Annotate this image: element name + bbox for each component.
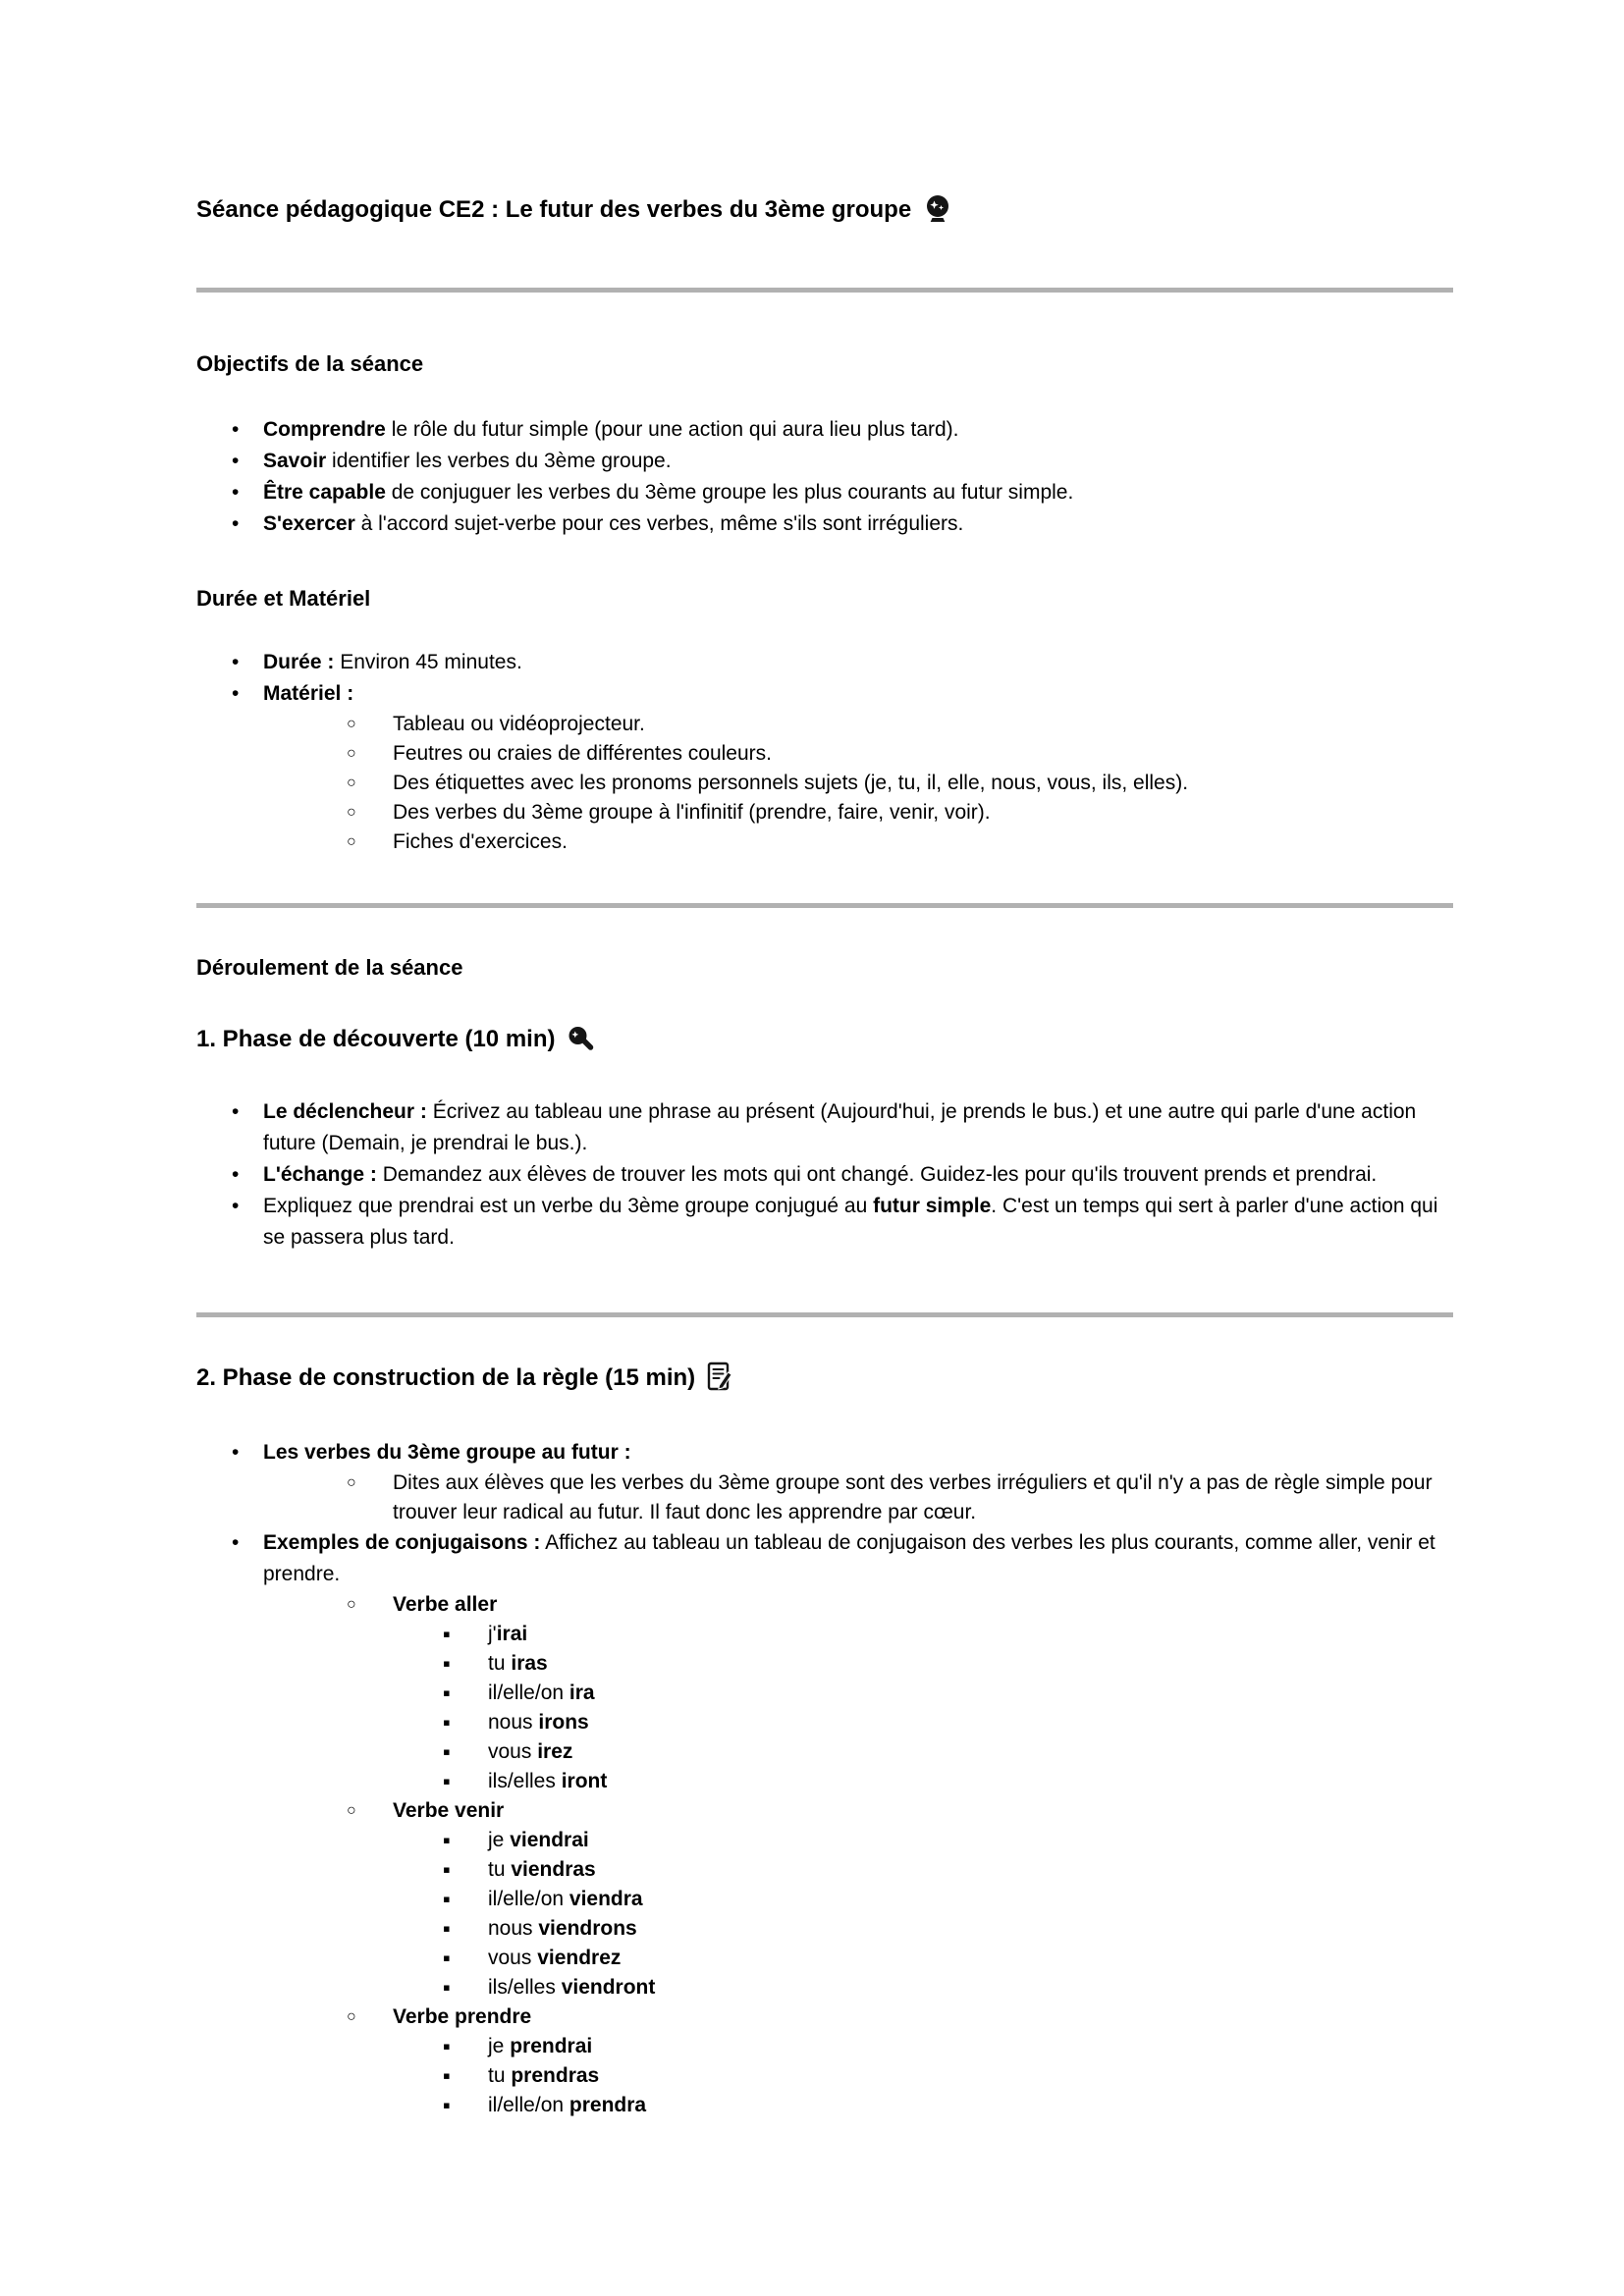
verb-form: viendrez [537, 1947, 622, 1969]
bullet-square-marker: ▪ [443, 1828, 451, 1852]
item-text: Tableau ou vidéoprojecteur. [393, 713, 645, 735]
pronoun-text: tu [488, 2064, 512, 2087]
heading-phase2-text: 2. Phase de construction de la règle (15 min) [196, 1364, 696, 1391]
verb-form: irons [538, 1711, 589, 1734]
heading-phase1 [196, 1025, 1453, 1059]
verb-heading [196, 1590, 1453, 1620]
item-bold: Le déclencheur : [263, 1100, 427, 1123]
conjugation-item [196, 1944, 1453, 1973]
conjugation-item [196, 1973, 1453, 2002]
crystal-ball-icon [923, 193, 952, 231]
pronoun-text: il/elle/on [488, 1682, 569, 1704]
pronoun-text: nous [488, 1711, 539, 1734]
list-item [196, 710, 1453, 739]
item-text: Fiches d'exercices. [393, 830, 568, 853]
bullet-circle-marker: ○ [347, 2008, 356, 2025]
pronoun-text: tu [488, 1858, 512, 1881]
bullet-disc-marker: • [232, 1531, 240, 1554]
conjugation-item [196, 1620, 1453, 1649]
item-text: Demandez aux élèves de trouver les mots qui ont changé. Guidez-les pour qu'ils trouvent prends et prendrai. [376, 1163, 1378, 1186]
bullet-circle-marker: ○ [347, 1802, 356, 1819]
pronoun-text: vous [488, 1740, 538, 1763]
bullet-circle-marker: ○ [347, 716, 356, 732]
pronoun-text: je [488, 2035, 511, 2057]
heading-phase1-text: 1. Phase de découverte (10 min) [196, 1026, 556, 1052]
list-item [196, 769, 1453, 798]
bullet-square-marker: ▪ [443, 1769, 451, 1793]
page-title [196, 193, 1453, 231]
section-divider [196, 1312, 1453, 1317]
pronoun-text: ils/elles [488, 1770, 562, 1792]
list-item [196, 1096, 1453, 1159]
verb-form: irai [496, 1623, 528, 1645]
item-lead-bold: Durée : [263, 651, 335, 673]
list-item [196, 1437, 1453, 1468]
list-item [196, 446, 1453, 477]
item-lead-bold: Matériel : [263, 682, 354, 705]
item-lead-bold: Être capable [263, 481, 386, 504]
item-text: à l'accord sujet-verbe pour ces verbes, même s'ils sont irréguliers. [354, 512, 964, 535]
bullet-disc-marker: • [232, 1163, 240, 1186]
list-item [196, 477, 1453, 508]
conjugation-item [196, 2032, 1453, 2061]
item-text: Dites aux élèves que les verbes du 3ème groupe sont des verbes irréguliers et qu'il n'y a pas de règle simple pour trouver leur radical au futur. Il faut donc les apprendre par cœur. [393, 1471, 1433, 1523]
verb-form: prendras [511, 2064, 600, 2087]
section-divider [196, 903, 1453, 908]
bullet-disc-marker: • [232, 481, 240, 504]
duree-materiel-list [196, 647, 1453, 857]
conjugation-item [196, 1737, 1453, 1767]
item-text: Des étiquettes avec les pronoms personnels sujets (je, tu, il, elle, nous, vous, ils, elles). [393, 772, 1189, 794]
bullet-square-marker: ▪ [443, 1739, 451, 1764]
list-item [196, 828, 1453, 857]
bullet-circle-marker: ○ [347, 804, 356, 821]
conjugation-item [196, 1855, 1453, 1885]
bullet-circle-marker: ○ [347, 774, 356, 791]
verb-form: viendront [561, 1976, 656, 1999]
list-item [196, 798, 1453, 828]
item-bold: L'échange : [263, 1163, 377, 1186]
list-item [196, 508, 1453, 540]
conjugation-item [196, 1826, 1453, 1855]
memo-icon [707, 1362, 732, 1398]
bullet-disc-marker: • [232, 512, 240, 535]
verb-heading [196, 1796, 1453, 1826]
bullet-disc-marker: • [232, 1100, 240, 1123]
item-lead-bold: Exemples de conjugaisons : [263, 1531, 541, 1554]
item-text: de conjuguer les verbes du 3ème groupe les plus courants au futur simple. [385, 481, 1074, 504]
phase2-list [196, 1437, 1453, 2120]
conjugation-item [196, 1679, 1453, 1708]
list-item [196, 1527, 1453, 1590]
verb-form: irez [537, 1740, 573, 1763]
bullet-square-marker: ▪ [443, 1887, 451, 1911]
bullet-square-marker: ▪ [443, 2063, 451, 2088]
item-text: Affichez au tableau un tableau de conjugaison des verbes les plus courants, comme aller, venir et prendre. [263, 1531, 1435, 1585]
bullet-circle-marker: ○ [347, 833, 356, 850]
bullet-circle-marker: ○ [347, 745, 356, 762]
heading-phase2 [196, 1362, 1453, 1398]
list-item [196, 678, 1453, 710]
conjugation-item [196, 2091, 1453, 2120]
page-title-text: Séance pédagogique CE2 : Le futur des verbes du 3ème groupe [196, 196, 912, 223]
verb-form: viendras [511, 1858, 596, 1881]
conjugation-item [196, 2061, 1453, 2091]
item-text: identifier les verbes du 3ème groupe. [326, 450, 672, 472]
item-lead-bold: S'exercer [263, 512, 355, 535]
item-bold: futur simple [873, 1195, 992, 1217]
pronoun-text: il/elle/on [488, 1888, 569, 1910]
item-lead-bold: Les verbes du 3ème groupe au futur : [263, 1441, 631, 1464]
verb-form: prendrai [510, 2035, 593, 2057]
conjugation-item [196, 1885, 1453, 1914]
verb-form: viendrai [510, 1829, 589, 1851]
pronoun-text: nous [488, 1917, 539, 1940]
heading-deroulement: Déroulement de la séance [196, 955, 463, 980]
verb-form: ira [568, 1682, 595, 1704]
heading-objectifs: Objectifs de la séance [196, 351, 424, 376]
bullet-disc-marker: • [232, 651, 240, 673]
verb-form: iras [511, 1652, 548, 1675]
verb-form: viendra [568, 1888, 643, 1910]
bullet-disc-marker: • [232, 1441, 240, 1464]
pronoun-text: vous [488, 1947, 538, 1969]
bullet-square-marker: ▪ [443, 1975, 451, 2000]
bullet-disc-marker: • [232, 682, 240, 705]
item-text: le rôle du futur simple (pour une action qui aura lieu plus tard). [385, 418, 959, 441]
pronoun-text: ils/elles [488, 1976, 562, 1999]
pronoun-text: il/elle/on [488, 2094, 569, 2116]
list-item [196, 647, 1453, 678]
pronoun-text: tu [488, 1652, 512, 1675]
item-text: Des verbes du 3ème groupe à l'infinitif (prendre, faire, venir, voir). [393, 801, 991, 824]
objectifs-list [196, 414, 1453, 540]
bullet-square-marker: ▪ [443, 1946, 451, 1970]
bullet-square-marker: ▪ [443, 1681, 451, 1705]
verb-form: iront [561, 1770, 608, 1792]
bullet-circle-marker: ○ [347, 1596, 356, 1613]
bullet-square-marker: ▪ [443, 1710, 451, 1735]
item-text: Expliquez que prendrai est un verbe du 3ème groupe conjugué au [263, 1195, 874, 1217]
item-lead-bold: Savoir [263, 450, 327, 472]
bullet-square-marker: ▪ [443, 1651, 451, 1676]
item-text: Environ 45 minutes. [334, 651, 522, 673]
conjugation-item [196, 1914, 1453, 1944]
bullet-disc-marker: • [232, 1195, 240, 1217]
bullet-square-marker: ▪ [443, 2034, 451, 2058]
list-item [196, 414, 1453, 446]
verb-name: Verbe prendre [393, 2005, 532, 2028]
pronoun-text: je [488, 1829, 511, 1851]
list-item [196, 739, 1453, 769]
list-item [196, 1191, 1453, 1254]
bullet-disc-marker: • [232, 450, 240, 472]
list-item [196, 1468, 1453, 1527]
list-item [196, 1159, 1453, 1191]
conjugation-item [196, 1767, 1453, 1796]
section-divider [196, 288, 1453, 293]
conjugation-item [196, 1649, 1453, 1679]
verb-name: Verbe venir [393, 1799, 505, 1822]
verb-name: Verbe aller [393, 1593, 498, 1616]
conjugation-item [196, 1708, 1453, 1737]
magnifying-glass-icon [567, 1025, 594, 1059]
pronoun-text: j' [488, 1623, 497, 1645]
verb-heading [196, 2002, 1453, 2032]
bullet-circle-marker: ○ [347, 1474, 356, 1491]
verb-form: prendra [568, 2094, 647, 2116]
item-text: Écrivez au tableau une phrase au présent (Aujourd'hui, je prends le bus.) et une autre qui parle d'une action future (Demain, je prendrai le bus.). [263, 1100, 1417, 1154]
bullet-disc-marker: • [232, 418, 240, 441]
bullet-square-marker: ▪ [443, 1916, 451, 1941]
item-text: Feutres ou craies de différentes couleurs. [393, 742, 772, 765]
bullet-square-marker: ▪ [443, 2093, 451, 2117]
item-lead-bold: Comprendre [263, 418, 386, 441]
heading-duree-materiel: Durée et Matériel [196, 586, 371, 611]
phase1-list [196, 1096, 1453, 1254]
item-text: . C'est un temps qui sert à parler d'une action qui se passera plus tard. [263, 1195, 1438, 1249]
bullet-square-marker: ▪ [443, 1622, 451, 1646]
bullet-square-marker: ▪ [443, 1857, 451, 1882]
verb-form: viendrons [538, 1917, 637, 1940]
